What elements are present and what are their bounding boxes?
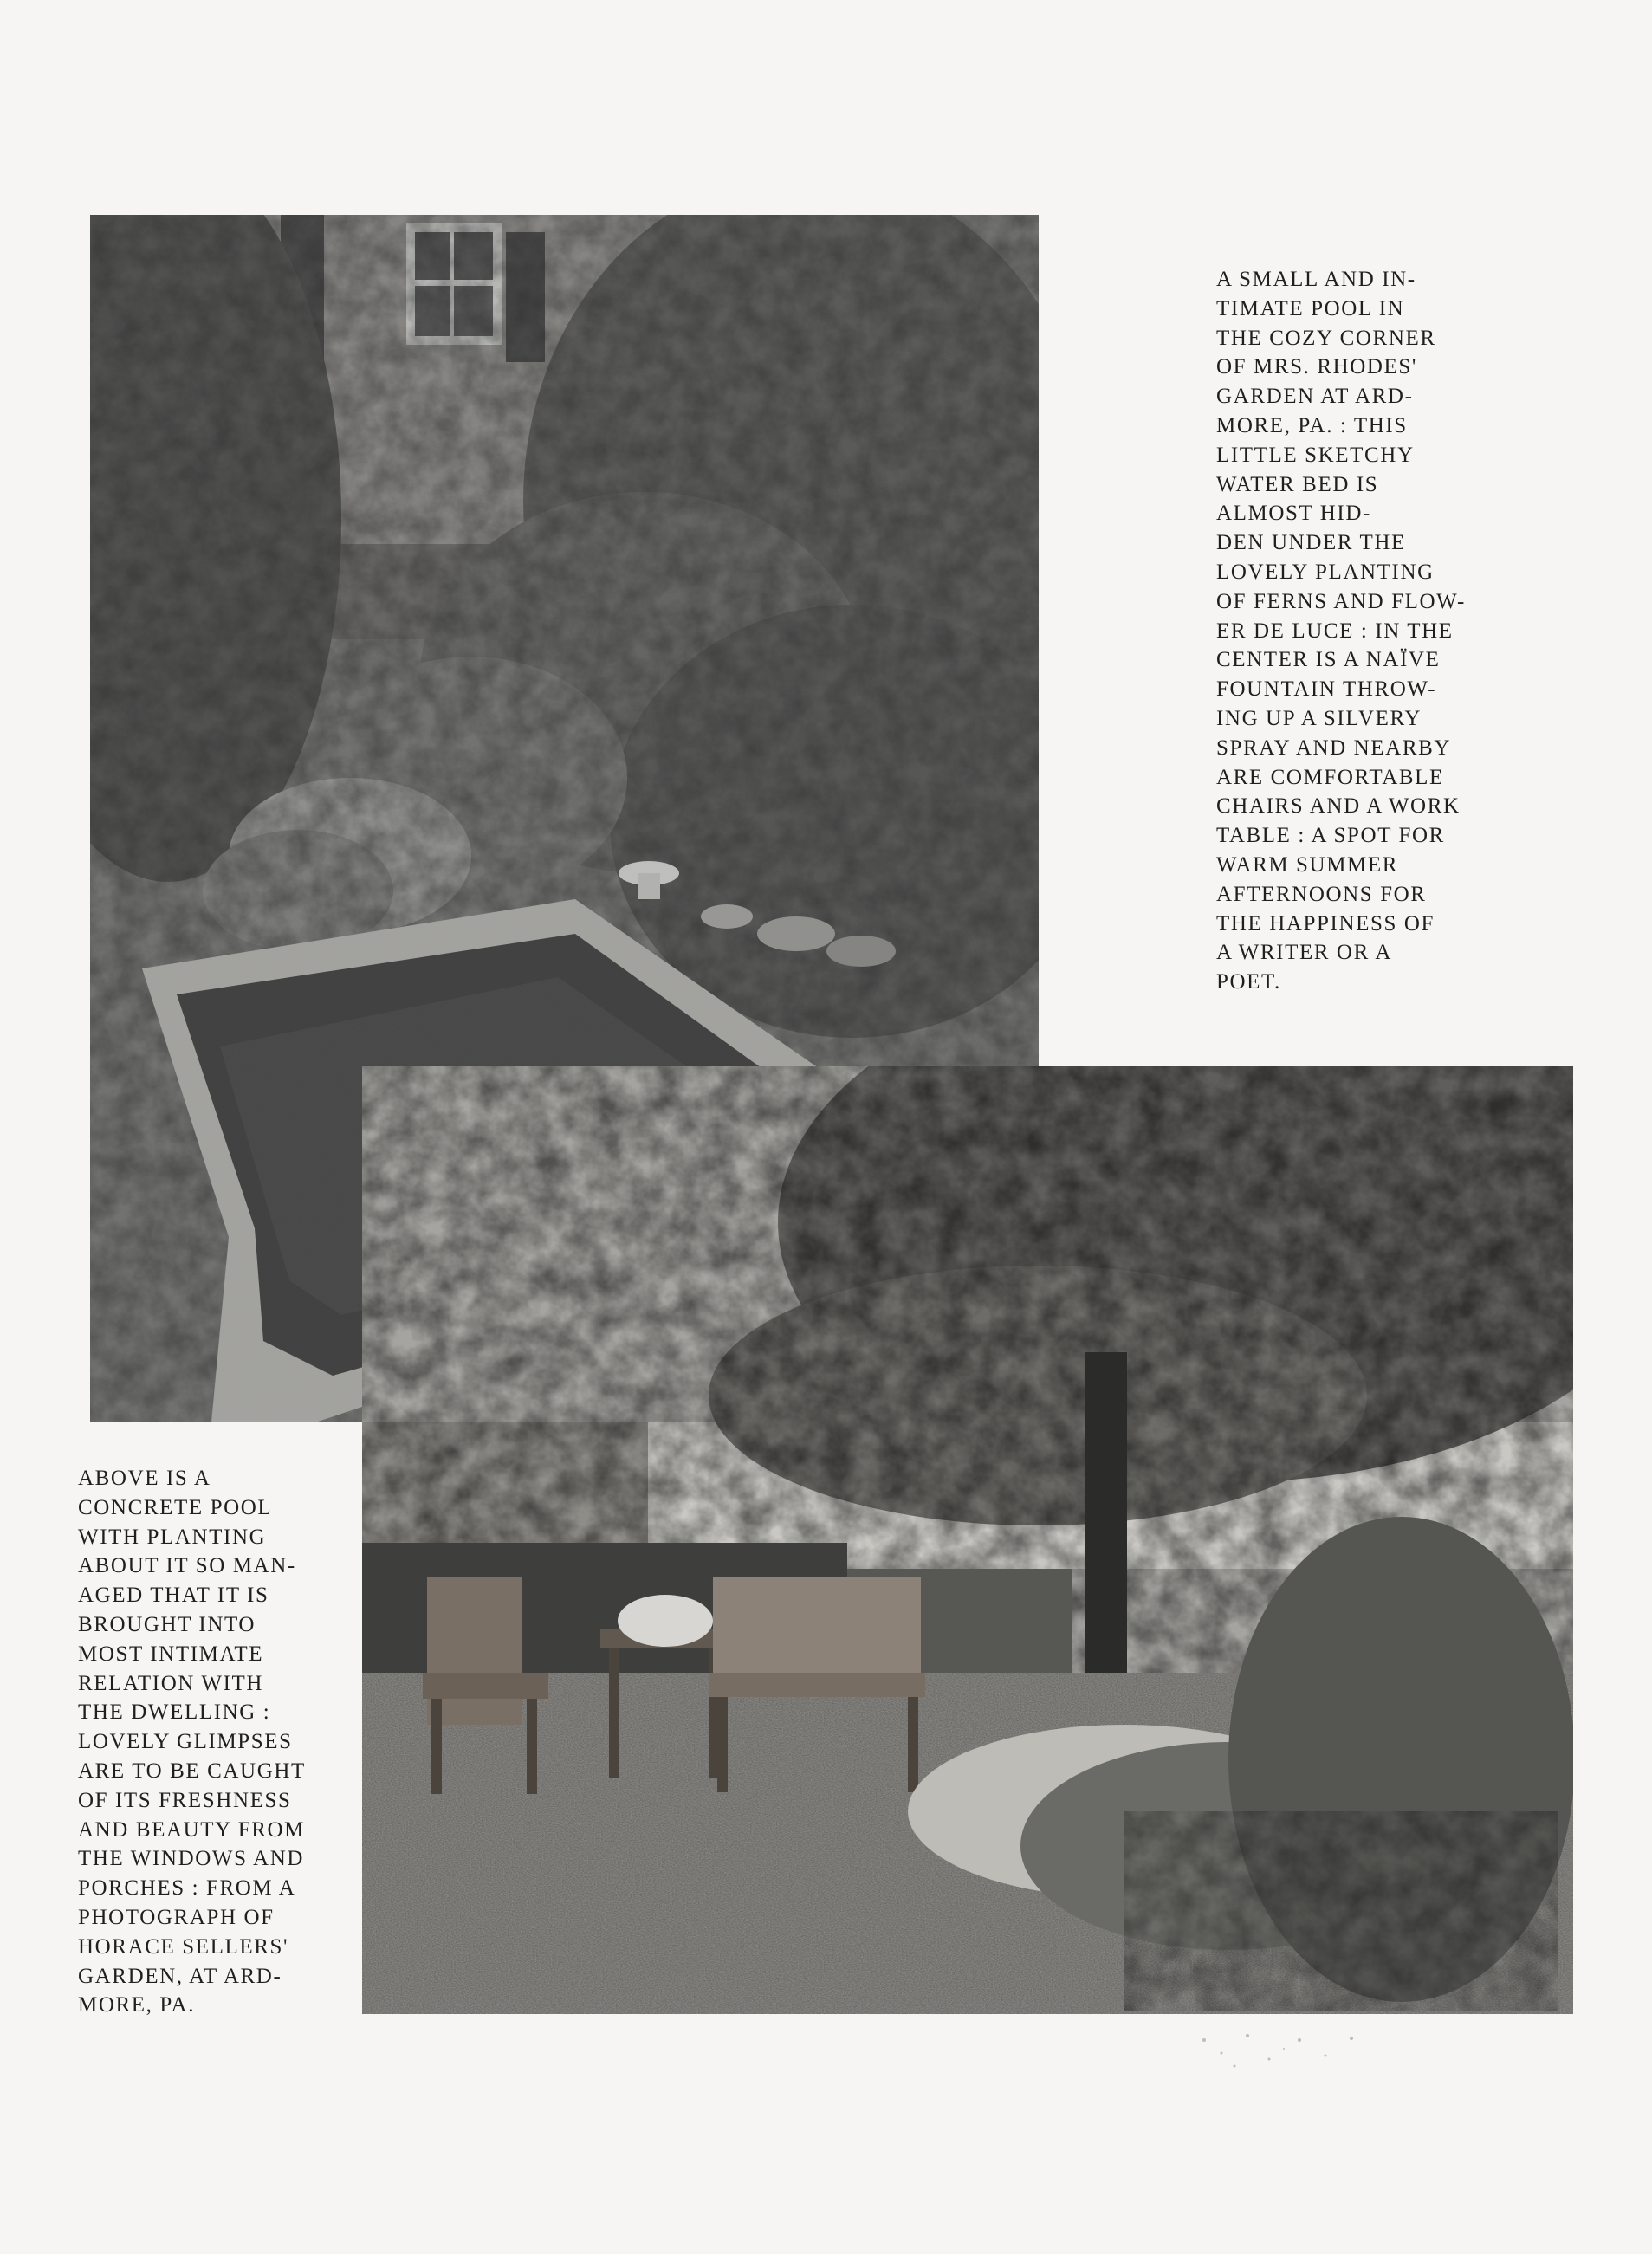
garden-photograph-image	[362, 1066, 1573, 2014]
garden-photograph	[362, 1066, 1573, 2014]
print-speckle	[1187, 2023, 1377, 2075]
lower-photo-caption: ABOVE IS A CONCRETE POOL WITH PLANTING ABOUT IT SO MAN- AGED THAT IT IS BROUGHT INTO MOST INTIMATE RELATION WITH THE DWELLING : LOVELY GLIMPSES ARE TO BE CAUGHT OF ITS FRESHNESS AND BEAUTY FROM THE WINDOWS AND PORCHES : FROM A PHOTOGRAPH OF HORACE SELLERS' GARDEN, AT ARD- MORE, PA.	[78, 1467, 306, 2018]
upper-photo-caption: A SMALL AND IN- TIMATE POOL IN THE COZY CORNER OF MRS. RHODES' GARDEN AT ARD- MORE, PA. : THIS LITTLE SKETCHY WATER BED IS ALMOST HID- DEN UNDER THE LOVELY PLANTING OF FERNS AND FLOW- ER DE LUCE : IN THE CENTER IS A NAÏVE FOUNTAIN THROW- ING UP A SILVERY SPRAY AND NEARBY ARE COMFORTABLE CHAIRS AND A WORK TABLE : A SPOT FOR WARM SUMMER AFTERNOONS FOR THE HAPPINESS OF A WRITER OR A POET.	[1216, 268, 1466, 994]
